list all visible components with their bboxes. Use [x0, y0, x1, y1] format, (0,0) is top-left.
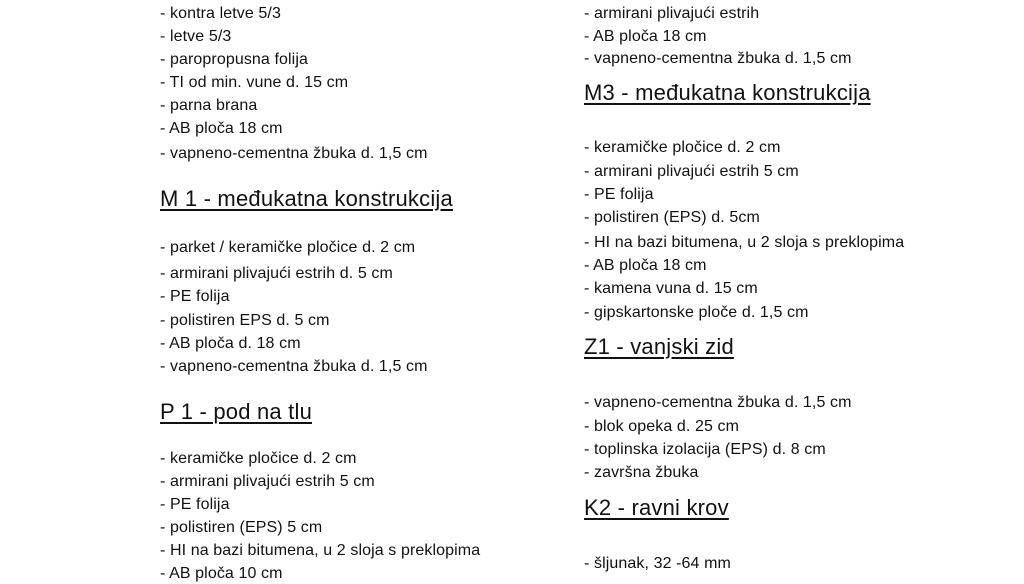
list-item: - keramičke pločice d. 2 cm	[160, 450, 357, 467]
list-item: - keramičke pločice d. 2 cm	[584, 139, 781, 156]
list-item: - vapneno-cementna žbuka d. 1,5 cm	[160, 358, 428, 375]
list-item: - AB ploča 18 cm	[160, 120, 283, 137]
section-heading-z1: Z1 - vanjski zid	[584, 334, 734, 359]
list-item: - PE folija	[584, 186, 654, 203]
list-item: - PE folija	[160, 288, 230, 305]
list-item: - armirani plivajući estrih d. 5 cm	[160, 265, 393, 282]
list-item: - letve 5/3	[160, 28, 232, 45]
list-item: - armirani plivajući estrih 5 cm	[160, 473, 375, 490]
list-item: - polistiren EPS d. 5 cm	[160, 312, 330, 329]
list-item: - AB ploča d. 18 cm	[160, 335, 301, 352]
list-item: - parna brana	[160, 97, 258, 114]
list-item: - TI od min. vune d. 15 cm	[160, 74, 349, 91]
list-item: - šljunak, 32 -64 mm	[584, 555, 731, 572]
list-item: - polistiren (EPS) 5 cm	[160, 519, 323, 536]
list-item: - završna žbuka	[584, 464, 699, 481]
section-heading-m3: M3 - međukatna konstrukcija	[584, 80, 871, 105]
list-item: - HI na bazi bitumena, u 2 sloja s preklopima	[160, 542, 481, 559]
list-item: - AB ploča 10 cm	[160, 565, 283, 582]
list-item: - AB ploča 18 cm	[584, 257, 707, 274]
list-item: - armirani plivajući estrih	[584, 5, 760, 22]
list-item: - gipskartonske ploče d. 1,5 cm	[584, 304, 809, 321]
list-item: - vapneno-cementna žbuka d. 1,5 cm	[584, 394, 852, 411]
section-heading-k2: K2 - ravni krov	[584, 495, 729, 520]
list-item: - vapneno-cementna žbuka d. 1,5 cm	[584, 50, 852, 67]
list-item: - kontra letve 5/3	[160, 5, 281, 22]
list-item: - PE folija	[160, 496, 230, 513]
list-item: - vapneno-cementna žbuka d. 1,5 cm	[160, 145, 428, 162]
list-item: - parket / keramičke pločice d. 2 cm	[160, 239, 416, 256]
list-item: - armirani plivajući estrih 5 cm	[584, 163, 799, 180]
list-item: - kamena vuna d. 15 cm	[584, 280, 758, 297]
list-item: - polistiren (EPS) d. 5cm	[584, 209, 760, 226]
section-heading-m1: M 1 - međukatna konstrukcija	[160, 186, 453, 211]
list-item: - blok opeka d. 25 cm	[584, 418, 740, 435]
list-item: - HI na bazi bitumena, u 2 sloja s preklopima	[584, 234, 905, 251]
list-item: - toplinska izolacija (EPS) d. 8 cm	[584, 441, 826, 458]
section-heading-p1: P 1 - pod na tlu	[160, 399, 313, 424]
list-item: - paropropusna folija	[160, 51, 308, 68]
list-item: - AB ploča 18 cm	[584, 28, 707, 45]
